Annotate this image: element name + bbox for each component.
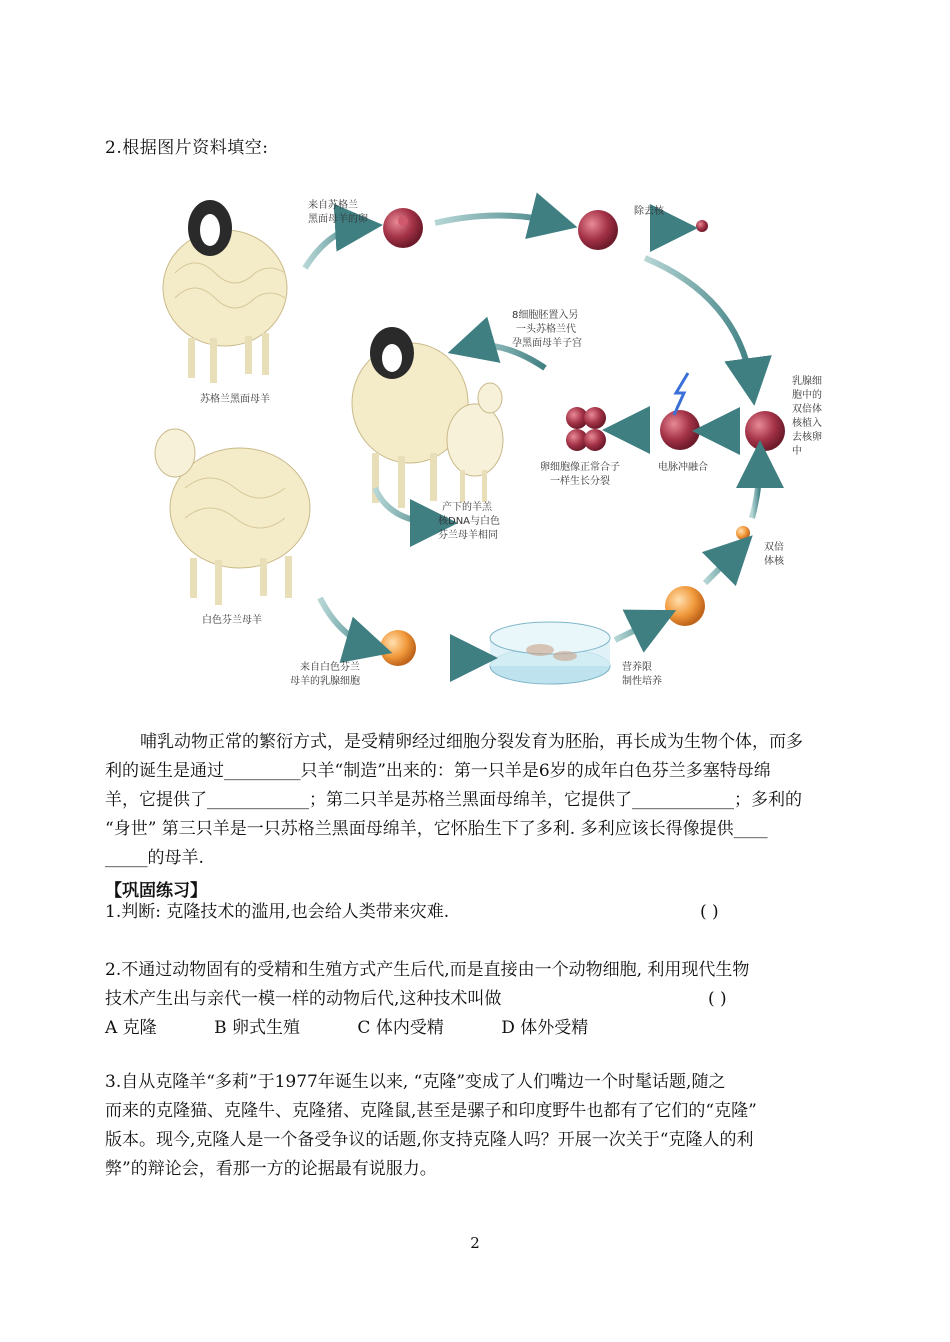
implanted-egg-icon <box>745 411 785 451</box>
label-scottish-ewe: 苏格兰黑面母羊 <box>200 394 270 405</box>
question-2 <box>105 956 749 1043</box>
label-egg-from-scottish: 来自苏格兰黑面母羊的卵 <box>308 200 368 225</box>
egg-cell-icon <box>383 208 423 248</box>
eight-cell-embryo-icon <box>566 407 606 451</box>
question-3-line: 而来的克隆猫、克隆牛、克隆猪、克隆鼠,甚至是骡子和印度野牛也都有了它们的“克隆” <box>105 1101 757 1121</box>
question-1-text: 1.判断: 克隆技术的滥用,也会给人类带来灾难. <box>105 902 450 922</box>
option-b: B 卵式生殖 <box>214 1018 300 1038</box>
label-remove-nucleus: 除去核 <box>634 206 664 217</box>
option-d: D 体外受精 <box>501 1018 589 1038</box>
white-finn-ewe-illustration <box>155 429 310 605</box>
question-2-line: 2.不通过动物固有的受精和生殖方式产生后代,而是直接由一个动物细胞, 利用现代生物 <box>105 960 750 980</box>
question-1-answer-paren: ( ) <box>700 902 719 922</box>
question-2-line: 技术产生出与亲代一模一样的动物后代,这种技术叫做 <box>105 989 502 1009</box>
question-3-line: 弊”的辩论会，看那一方的论据最有说服力。 <box>105 1159 437 1179</box>
surrogate-ewe-and-lamb-illustration <box>352 327 503 508</box>
question-3 <box>105 1068 757 1184</box>
label-diploid-nucleus: 双倍体核 <box>764 542 784 567</box>
question-2-title: 2.根据图片资料填空: <box>105 138 269 158</box>
label-from-white-finn-udder: 来自白色芬兰母羊的乳腺细胞 <box>290 662 360 687</box>
enucleated-egg-icon <box>578 210 618 250</box>
cultured-cell-icon <box>665 586 705 626</box>
paragraph-line: _____的母羊. <box>105 848 204 868</box>
question-3-line: 版本。现今,克隆人是一个备受争议的话题,你支持克隆人吗？开展一次关于“克隆人的利 <box>105 1130 754 1150</box>
label-electric-fusion: 电脉冲融合 <box>658 462 708 473</box>
scottish-blackface-ewe-illustration <box>163 200 287 383</box>
page-number: 2 <box>470 1234 480 1252</box>
paragraph-line: 羊，它提供了____________；第二只羊是苏格兰黑面母绵羊，它提供了____________；多利的 <box>105 790 802 810</box>
paragraph-line: 利的诞生是通过_________只羊“制造”出来的：第一只羊是6岁的成年白色芬兰多塞特母绵 <box>105 761 771 781</box>
label-divide-like-zygote: 卵细胞像正常合子一样生长分裂 <box>540 462 620 487</box>
culture-dish-icon <box>490 622 610 684</box>
label-culture-medium: 营养限制性培养 <box>622 662 662 687</box>
label-implant-nucleus: 乳腺细胞中的双倍体核植入去核卵中 <box>792 376 822 457</box>
cloning-diagram <box>140 178 844 713</box>
removed-nucleus-icon <box>696 220 708 232</box>
question-2-answer-paren: ( ) <box>708 989 727 1009</box>
label-embryo-implant: 8细胞胚置入另一头苏格兰代孕黑面母羊子宫 <box>512 310 582 349</box>
question-1 <box>105 898 449 927</box>
electric-pulse-icon <box>674 373 688 415</box>
paragraph-line: “身世” 第三只羊是一只苏格兰黑面母绵羊，它怀胎生下了多利. 多利应该长得像提供____ <box>105 819 768 839</box>
diploid-nucleus-icon <box>736 526 750 540</box>
option-c: C 体内受精 <box>357 1018 444 1038</box>
label-offspring-same-dna: 产下的羊羔核DNA与白色芬兰母羊相同 <box>438 502 501 541</box>
option-a: A 克隆 <box>105 1018 157 1038</box>
question-2-options <box>105 1014 749 1043</box>
fused-cell-icon <box>660 410 700 450</box>
section-heading: 【巩固练习】 <box>105 881 207 901</box>
label-white-finn-ewe: 白色芬兰母羊 <box>202 615 262 626</box>
question-3-line: 3.自从克隆羊“多莉”于1977年诞生以来, “克隆”变成了人们嘴边一个时髦话题,随之 <box>105 1072 726 1092</box>
fill-in-paragraph <box>105 728 803 873</box>
paragraph-line: 哺乳动物正常的繁衍方式，是受精卵经过细胞分裂发育为胚胎，再长成为生物个体，而多 <box>140 732 803 752</box>
udder-cell-icon <box>380 630 416 666</box>
